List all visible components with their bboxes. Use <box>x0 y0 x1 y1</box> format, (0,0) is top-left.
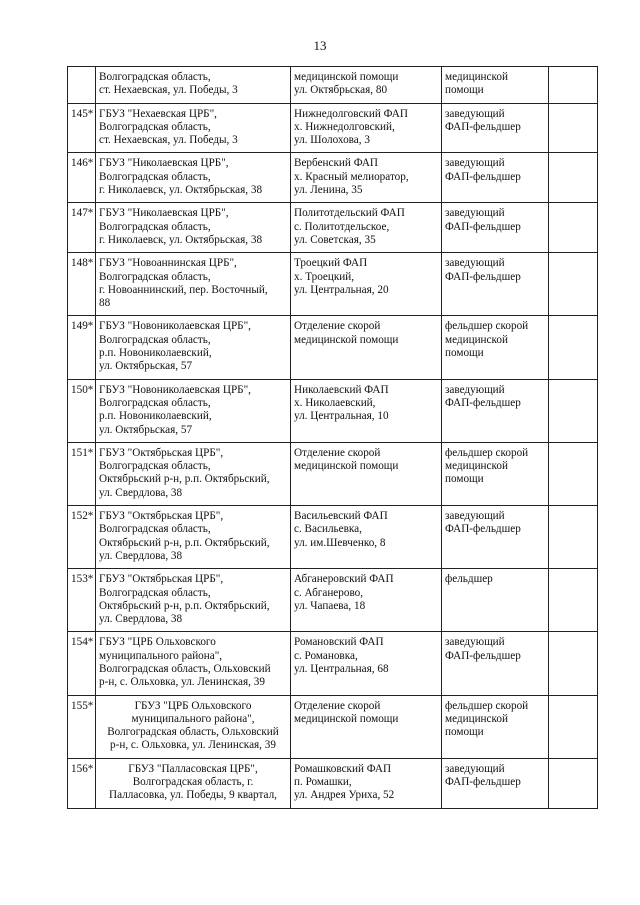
unit-cell-line: ул. Шолохова, 3 <box>294 134 370 147</box>
unit-cell-line: Романовский ФАП <box>294 636 384 649</box>
organization-cell-line: ГБУЗ "ЦРБ Ольховского <box>134 699 252 712</box>
organization-cell-line: ГБУЗ "Новоаннинская ЦРБ", <box>99 257 237 270</box>
row-number-cell <box>68 67 96 104</box>
unit-cell-line: Отделение скорой <box>294 320 381 333</box>
position-cell-line: ФАП-фельдшер <box>445 523 521 536</box>
table-row <box>68 758 598 808</box>
position-cell <box>442 379 549 442</box>
organization-cell-line: ГБУЗ "Октябрьская ЦРБ", <box>99 510 224 523</box>
organization-cell-line: ГБУЗ "Новониколаевская ЦРБ", <box>99 383 251 396</box>
organization-cell-line: Волгоградская область, <box>99 523 211 536</box>
organization-cell-line: ГБУЗ "Николаевская ЦРБ", <box>99 207 229 220</box>
unit-cell <box>291 253 442 316</box>
position-cell <box>442 153 549 203</box>
organization-cell <box>96 203 291 253</box>
row-number-cell: 156* <box>68 758 96 808</box>
position-cell <box>442 632 549 695</box>
position-cell-line: заведующий <box>445 636 505 649</box>
organization-cell-line: Волгоградская область, <box>99 586 211 599</box>
unit-cell <box>291 316 442 379</box>
organization-cell-line: ул. Свердлова, 38 <box>99 486 183 499</box>
organization-cell <box>96 695 291 758</box>
empty-cell <box>549 103 598 153</box>
organization-cell <box>96 379 291 442</box>
organization-cell-line: Волгоградская область, <box>99 220 211 233</box>
organization-cell-line: Октябрьский р-н, р.п. Октябрьский, <box>99 599 270 612</box>
organization-cell-line: г. Николаевск, ул. Октябрьская, 38 <box>99 233 263 246</box>
position-cell-line: фельдшер скорой <box>445 446 529 459</box>
unit-cell-line: х. Николаевский, <box>294 396 376 409</box>
organization-cell <box>96 569 291 632</box>
table-row <box>68 506 598 569</box>
empty-cell <box>549 253 598 316</box>
unit-cell-line: медицинской помощи <box>294 460 399 473</box>
unit-cell-line: Васильевский ФАП <box>294 510 388 523</box>
position-cell-line: заведующий <box>445 207 505 220</box>
position-cell-line: медицинской <box>445 71 508 83</box>
organization-cell-line: ГБУЗ "ЦРБ Ольховского <box>99 636 216 649</box>
position-cell-line: помощи <box>445 726 484 739</box>
position-cell <box>442 253 549 316</box>
position-cell-line: ФАП-фельдшер <box>445 170 521 183</box>
organization-cell-line: Волгоградская область, <box>99 170 211 183</box>
row-number-cell: 149* <box>68 316 96 379</box>
position-cell-line: ФАП-фельдшер <box>445 270 521 283</box>
unit-cell-line: х. Нижнедолговский, <box>294 120 395 133</box>
unit-cell-line: медицинской помощи <box>294 71 399 83</box>
unit-cell-line: медицинской помощи <box>294 712 399 725</box>
table-row <box>68 67 598 104</box>
unit-cell <box>291 632 442 695</box>
position-cell <box>442 506 549 569</box>
table-row <box>68 379 598 442</box>
unit-cell-line: Николаевский ФАП <box>294 383 389 396</box>
unit-cell <box>291 506 442 569</box>
position-cell-line: заведующий <box>445 257 505 270</box>
row-number-cell: 154* <box>68 632 96 695</box>
organization-cell-line: Волгоградская область, <box>99 120 211 133</box>
unit-cell-line: ул. Андрея Уриха, 52 <box>294 789 395 802</box>
position-cell <box>442 103 549 153</box>
row-number-cell: 155* <box>68 695 96 758</box>
organization-cell-line: Волгоградская область, <box>99 396 211 409</box>
organization-cell <box>96 758 291 808</box>
table-row <box>68 316 598 379</box>
empty-cell <box>549 758 598 808</box>
empty-cell <box>549 379 598 442</box>
row-number-cell: 153* <box>68 569 96 632</box>
position-cell <box>442 695 549 758</box>
organization-cell-line: р-н, с. Ольховка, ул. Ленинская, 39 <box>110 739 276 752</box>
position-cell-line: ФАП-фельдшер <box>445 649 521 662</box>
unit-cell-line: х. Красный мелиоратор, <box>294 170 409 183</box>
unit-cell-line: ул. Ленина, 35 <box>294 184 363 197</box>
position-cell <box>442 316 549 379</box>
organization-cell-line: р-н, с. Ольховка, ул. Ленинская, 39 <box>99 676 265 689</box>
page-number: 13 <box>313 38 327 53</box>
organization-cell-line: муниципального района", <box>99 649 223 662</box>
row-number-cell: 152* <box>68 506 96 569</box>
unit-cell-line: Политотдельский ФАП <box>294 207 405 220</box>
unit-cell <box>291 103 442 153</box>
empty-cell <box>549 153 598 203</box>
organization-cell-line: Волгоградская область, Ольховский <box>99 662 271 675</box>
organization-cell-line: Палласовка, ул. Победы, 9 квартал, <box>109 789 277 802</box>
unit-cell <box>291 203 442 253</box>
organization-cell <box>96 506 291 569</box>
organization-cell <box>96 253 291 316</box>
position-cell-line: фельдшер <box>445 573 493 586</box>
unit-cell-line: ул. Советская, 35 <box>294 233 376 246</box>
organization-cell-line: Волгоградская область, <box>99 460 211 473</box>
empty-cell <box>549 203 598 253</box>
organization-cell <box>96 153 291 203</box>
empty-cell <box>549 569 598 632</box>
organization-cell-line: ГБУЗ "Октябрьская ЦРБ", <box>99 446 224 459</box>
organization-cell-line: Октябрьский р-н, р.п. Октябрьский, <box>99 473 270 486</box>
table-row <box>68 253 598 316</box>
organization-cell <box>96 442 291 505</box>
unit-cell-line: Абганеровский ФАП <box>294 573 394 586</box>
unit-cell <box>291 442 442 505</box>
empty-cell <box>549 442 598 505</box>
position-cell-line: медицинской <box>445 460 508 473</box>
position-cell-line: заведующий <box>445 157 505 170</box>
position-cell-line: заведующий <box>445 762 505 775</box>
position-cell-line: помощи <box>445 473 484 486</box>
position-cell-line: медицинской <box>445 333 508 346</box>
organization-cell-line: ГБУЗ "Николаевская ЦРБ", <box>99 157 229 170</box>
unit-cell-line: п. Ромашки, <box>294 776 352 789</box>
position-cell-line: ФАП-фельдшер <box>445 220 521 233</box>
organization-cell-line: Октябрьский р-н, р.п. Октябрьский, <box>99 536 270 549</box>
table-body <box>68 67 598 809</box>
unit-cell-line: ул. Центральная, 10 <box>294 410 389 423</box>
empty-cell <box>549 632 598 695</box>
unit-cell <box>291 153 442 203</box>
unit-cell-line: медицинской помощи <box>294 333 399 346</box>
organization-cell-line: г. Новоаннинский, пер. Восточный, <box>99 283 268 296</box>
organization-cell-line: г. Николаевск, ул. Октябрьская, 38 <box>99 184 263 197</box>
organization-cell-line: 88 <box>99 297 111 310</box>
unit-cell-line: Троецкий ФАП <box>294 257 368 270</box>
organization-cell-line: Волгоградская область, г. <box>132 776 254 789</box>
unit-cell <box>291 67 442 104</box>
unit-cell-line: Нижнедолговский ФАП <box>294 107 408 120</box>
table-row <box>68 203 598 253</box>
table-row <box>68 153 598 203</box>
position-cell-line: заведующий <box>445 510 505 523</box>
organization-cell-line: ст. Нехаевская, ул. Победы, 3 <box>99 84 238 97</box>
row-number-cell: 151* <box>68 442 96 505</box>
empty-cell <box>549 316 598 379</box>
organization-cell-line: ГБУЗ "Нехаевская ЦРБ", <box>99 107 217 120</box>
organization-cell <box>96 67 291 104</box>
position-cell <box>442 442 549 505</box>
position-cell-line: помощи <box>445 84 484 97</box>
organization-cell-line: Волгоградская область, <box>99 270 211 283</box>
organization-cell-line: ГБУЗ "Палласовская ЦРБ", <box>128 762 258 775</box>
position-cell <box>442 569 549 632</box>
organization-cell <box>96 632 291 695</box>
unit-cell <box>291 758 442 808</box>
unit-cell-line: с. Романовка, <box>294 649 358 662</box>
organization-cell <box>96 103 291 153</box>
position-cell-line: ФАП-фельдшер <box>445 396 521 409</box>
unit-cell-line: Отделение скорой <box>294 699 381 712</box>
unit-cell-line: с. Васильевка, <box>294 523 362 536</box>
position-cell-line: заведующий <box>445 383 505 396</box>
row-number-cell: 148* <box>68 253 96 316</box>
unit-cell-line: х. Троецкий, <box>294 270 355 283</box>
unit-cell-line: Ромашковский ФАП <box>294 762 392 775</box>
empty-cell <box>549 67 598 104</box>
unit-cell-line: ул. Октябрьская, 80 <box>294 84 388 97</box>
unit-cell-line: ул. Центральная, 20 <box>294 283 389 296</box>
unit-cell-line: с. Политотдельское, <box>294 220 390 233</box>
row-number-cell: 147* <box>68 203 96 253</box>
unit-cell <box>291 569 442 632</box>
position-cell-line: ФАП-фельдшер <box>445 776 521 789</box>
position-cell-line: фельдшер скорой <box>445 320 529 333</box>
organization-cell-line: ул. Октябрьская, 57 <box>99 423 193 436</box>
facilities-table <box>67 66 598 809</box>
organization-cell-line: ГБУЗ "Октябрьская ЦРБ", <box>99 573 224 586</box>
organization-cell-line: Волгоградская область, <box>99 71 211 83</box>
organization-cell-line: Волгоградская область, Ольховский <box>107 726 279 739</box>
organization-cell-line: ул. Свердлова, 38 <box>99 549 183 562</box>
empty-cell <box>549 695 598 758</box>
unit-cell <box>291 379 442 442</box>
organization-cell-line: ул. Октябрьская, 57 <box>99 360 193 373</box>
organization-cell-line: Волгоградская область, <box>99 333 211 346</box>
organization-cell-line: муниципального района", <box>131 712 255 725</box>
unit-cell-line: Вербенский ФАП <box>294 157 378 170</box>
row-number-cell: 150* <box>68 379 96 442</box>
organization-cell-line: р.п. Новониколаевский, <box>99 410 212 423</box>
table-row <box>68 695 598 758</box>
unit-cell-line: ул. им.Шевченко, 8 <box>294 536 386 549</box>
position-cell <box>442 758 549 808</box>
row-number-cell: 145* <box>68 103 96 153</box>
position-cell-line: медицинской <box>445 712 508 725</box>
position-cell-line: заведующий <box>445 107 505 120</box>
table-row <box>68 632 598 695</box>
organization-cell-line: ГБУЗ "Новониколаевская ЦРБ", <box>99 320 251 333</box>
organization-cell-line: ст. Нехаевская, ул. Победы, 3 <box>99 134 238 147</box>
organization-cell-line: р.п. Новониколаевский, <box>99 347 212 360</box>
row-number-cell: 146* <box>68 153 96 203</box>
position-cell-line: ФАП-фельдшер <box>445 120 521 133</box>
unit-cell-line: с. Абганерово, <box>294 586 364 599</box>
empty-cell <box>549 506 598 569</box>
unit-cell-line: ул. Чапаева, 18 <box>294 599 366 612</box>
unit-cell <box>291 695 442 758</box>
position-cell <box>442 203 549 253</box>
position-cell-line: помощи <box>445 347 484 360</box>
unit-cell-line: Отделение скорой <box>294 446 381 459</box>
position-cell-line: фельдшер скорой <box>445 699 529 712</box>
table-row <box>68 103 598 153</box>
table-row <box>68 442 598 505</box>
organization-cell <box>96 316 291 379</box>
organization-cell-line: ул. Свердлова, 38 <box>99 613 183 626</box>
table-row <box>68 569 598 632</box>
unit-cell-line: ул. Центральная, 68 <box>294 662 389 675</box>
position-cell <box>442 67 549 104</box>
